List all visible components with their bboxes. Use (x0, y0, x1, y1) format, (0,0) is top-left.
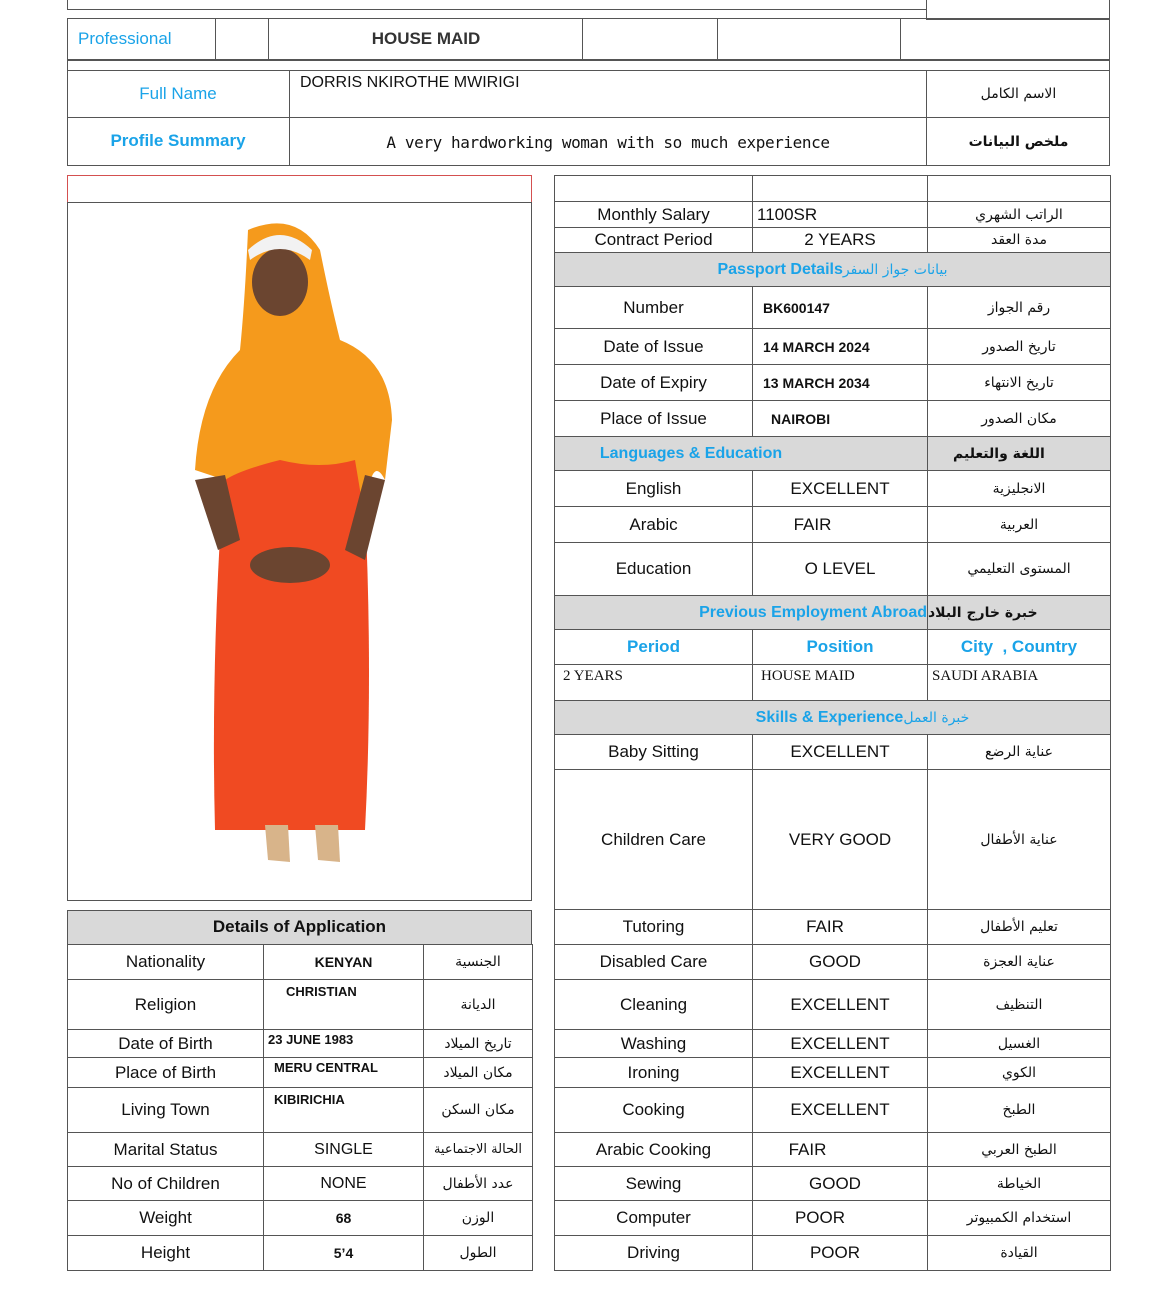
application-arabic: تاريخ الميلاد (444, 1035, 512, 1052)
skill-value: POOR (809, 1243, 861, 1262)
application-arabic: الوزن (461, 1210, 495, 1226)
left-shoe (265, 825, 290, 862)
language-value: O LEVEL (804, 559, 876, 578)
languages-header (555, 437, 1111, 471)
passport-arabic: رقم الجواز (987, 299, 1051, 316)
passport-value: BK600147 (763, 299, 830, 316)
right-info-table (554, 175, 1111, 1271)
application-label: Religion (134, 994, 197, 1014)
skill-arabic: الغسيل (997, 1035, 1041, 1052)
application-arabic: الديانة (460, 996, 496, 1013)
skill-row (555, 735, 1111, 770)
languages-title-arabic: اللغة والتعليم (953, 445, 1045, 462)
blank-cell (215, 18, 269, 60)
employment-columns (555, 630, 1111, 665)
application-arabic: عدد الأطفال (442, 1175, 514, 1192)
skill-label: Ironing (627, 1062, 680, 1082)
passport-row (555, 365, 1111, 401)
salary-label: Monthly Salary (597, 204, 710, 224)
skill-arabic: تعليم الأطفال (980, 919, 1058, 935)
skill-arabic: الكوي (1001, 1064, 1037, 1081)
skill-row (555, 1133, 1111, 1167)
blank-row (555, 176, 1111, 202)
application-value: NONE (320, 1174, 367, 1192)
passport-header (555, 253, 1111, 287)
passport-row (555, 329, 1111, 365)
skill-row (555, 1030, 1111, 1058)
skill-value: FAIR (788, 1139, 827, 1159)
contract-period-row (555, 228, 1111, 253)
passport-label: Date of Expiry (600, 372, 707, 392)
skill-label: Computer (616, 1208, 691, 1227)
language-value: FAIR (793, 514, 832, 534)
language-row (555, 543, 1111, 596)
passport-arabic: تاريخ الانتهاء (984, 374, 1054, 391)
application-row (68, 1030, 533, 1058)
application-arabic: مكان الميلاد (443, 1064, 513, 1081)
language-arabic: الانجليزية (992, 480, 1046, 497)
skill-label: Driving (627, 1243, 680, 1262)
skill-row (555, 945, 1111, 980)
skill-value: EXCELLENT (790, 1062, 890, 1082)
application-row (68, 1236, 533, 1271)
skill-label: Disabled Care (599, 952, 708, 971)
application-value: SINGLE (314, 1140, 373, 1158)
application-row (68, 1201, 533, 1236)
skill-value: GOOD (809, 1173, 861, 1193)
skill-row (555, 1058, 1111, 1088)
salary-row (555, 202, 1111, 228)
application-table (67, 944, 533, 1271)
skill-value: VERY GOOD (788, 829, 892, 849)
skill-label: Cleaning (619, 994, 688, 1014)
application-label: Height (140, 1243, 191, 1262)
application-value: KIBIRICHIA (274, 1092, 345, 1107)
language-arabic: المستوى التعليمي (967, 561, 1071, 577)
language-label: Education (615, 559, 692, 578)
right-shoe (315, 825, 340, 862)
skill-arabic: عناية العجزة (983, 954, 1055, 970)
skill-arabic: استخدام الكمبيوتر (966, 1210, 1072, 1226)
application-row (68, 1167, 533, 1201)
skill-row (555, 910, 1111, 945)
application-row (68, 1088, 533, 1133)
skill-value: EXCELLENT (790, 1100, 890, 1119)
full-name-label: Full Name (139, 84, 217, 103)
employment-row (555, 665, 1111, 701)
skill-value: EXCELLENT (790, 1033, 890, 1053)
application-arabic: مكان السكن (441, 1102, 515, 1118)
application-label: Nationality (125, 952, 206, 971)
blank-cell (717, 18, 901, 60)
passport-title-arabic: بيانات جواز السفر (842, 261, 948, 278)
skill-value: GOOD (809, 952, 861, 971)
professional-value: HOUSE MAID (371, 29, 481, 48)
application-arabic: الجنسية (455, 954, 501, 970)
language-value: EXCELLENT (790, 478, 890, 498)
profile-summary-arabic: ملخص البيانات (968, 134, 1069, 150)
skill-value: EXCELLENT (790, 994, 890, 1014)
passport-label: Place of Issue (600, 408, 707, 428)
skill-row (555, 980, 1111, 1030)
passport-row (555, 401, 1111, 437)
skill-value: EXCELLENT (790, 742, 890, 761)
passport-title: Passport Details (717, 260, 843, 278)
passport-arabic: مكان الصدور (981, 410, 1057, 427)
employment-title-arabic: خبرة خارج البلاد (928, 604, 1038, 621)
application-arabic: الطول (459, 1245, 497, 1261)
application-label: Weight (139, 1208, 192, 1227)
application-label: Place of Birth (114, 1062, 217, 1082)
skill-label: Children Care (601, 829, 706, 849)
skill-arabic: الطبخ (1002, 1102, 1036, 1118)
employment-col-city: City , Country (960, 637, 1078, 656)
skill-row (555, 1201, 1111, 1236)
application-row (68, 980, 533, 1030)
employment-col-position: Position (806, 637, 874, 656)
skill-arabic: عناية الرضع (985, 744, 1053, 760)
passport-value: NAIROBI (771, 410, 831, 427)
top-cut-row (67, 0, 927, 10)
contract-period-value: 2 YEARS (804, 230, 876, 249)
full-name-arabic: الاسم الكامل (980, 86, 1057, 102)
skill-row (555, 770, 1111, 910)
application-row (68, 945, 533, 980)
contract-period-label: Contract Period (594, 230, 713, 249)
application-value: CHRISTIAN (286, 984, 357, 999)
face (252, 248, 308, 316)
skill-arabic: الطبخ العربي (981, 1141, 1057, 1158)
language-row (555, 507, 1111, 543)
language-label: English (625, 478, 682, 498)
candidate-photo (180, 220, 410, 870)
application-value: KENYAN (314, 954, 373, 970)
skill-label: Sewing (625, 1173, 682, 1193)
application-value: 5’4 (333, 1245, 354, 1261)
employment-city: SAUDI ARABIA (932, 668, 1039, 684)
language-label: Arabic (629, 514, 678, 534)
application-label: Date of Birth (118, 1033, 213, 1053)
skills-header (555, 701, 1111, 735)
application-label: No of Children (111, 1173, 220, 1193)
skills-title: Skills & Experience (755, 708, 904, 726)
application-arabic: الحالة الاجتماعية (433, 1142, 523, 1157)
skills-title-arabic: خبرة العمل (903, 709, 970, 726)
skill-value: POOR (794, 1208, 846, 1227)
application-value: MERU CENTRAL (274, 1060, 378, 1075)
skill-arabic: عناية الأطفال (980, 831, 1058, 848)
contract-period-arabic: مدة العقد (991, 232, 1047, 248)
application-row (68, 1058, 533, 1088)
application-label: Marital Status (113, 1139, 218, 1159)
professional-label: Professional (78, 29, 172, 48)
employment-header (555, 596, 1111, 630)
passport-value: 13 MARCH 2034 (763, 374, 870, 391)
blank-cell (582, 18, 718, 60)
profile-summary-value: A very hardworking woman with so much experience (386, 132, 830, 152)
skill-row (555, 1236, 1111, 1271)
passport-arabic: تاريخ الصدور (982, 338, 1056, 355)
passport-label: Number (623, 297, 684, 317)
skill-arabic: التنظيف (995, 996, 1043, 1013)
skill-row (555, 1088, 1111, 1133)
employment-col-period: Period (627, 637, 680, 656)
skill-value: FAIR (806, 917, 844, 936)
language-row (555, 471, 1111, 507)
application-label: Living Town (121, 1100, 210, 1119)
skill-label: Washing (620, 1033, 687, 1053)
profile-summary-label: Profile Summary (110, 131, 246, 150)
passport-value: 14 MARCH 2024 (763, 338, 870, 355)
employment-period: 2 YEARS (563, 668, 623, 684)
language-arabic: العربية (999, 516, 1039, 533)
employment-title: Previous Employment Abroad (699, 603, 927, 621)
hands (250, 547, 330, 583)
salary-value: 1100SR (757, 204, 818, 224)
full-name-value: DORRIS NKIROTHE MWIRIGI (300, 74, 520, 91)
top-cut-cell (926, 0, 1110, 20)
skill-arabic: القيادة (1000, 1245, 1038, 1261)
application-title: Details of Application (212, 916, 387, 936)
application-value: 68 (335, 1210, 352, 1226)
languages-title: Languages & Education (599, 444, 783, 462)
skill-label: Arabic Cooking (595, 1139, 712, 1159)
dress (214, 420, 369, 830)
salary-arabic: الراتب الشهري (975, 206, 1063, 223)
passport-label: Date of Issue (603, 336, 704, 356)
skill-label: Tutoring (622, 917, 685, 936)
skill-row (555, 1167, 1111, 1201)
passport-row (555, 287, 1111, 329)
photo-header-cell (67, 175, 532, 203)
skill-label: Cooking (622, 1100, 685, 1119)
application-value: 23 JUNE 1983 (268, 1032, 354, 1047)
skill-label: Baby Sitting (608, 742, 699, 761)
employment-position: HOUSE MAID (761, 668, 855, 684)
application-row (68, 1133, 533, 1167)
skill-arabic: الخياطة (996, 1175, 1042, 1192)
